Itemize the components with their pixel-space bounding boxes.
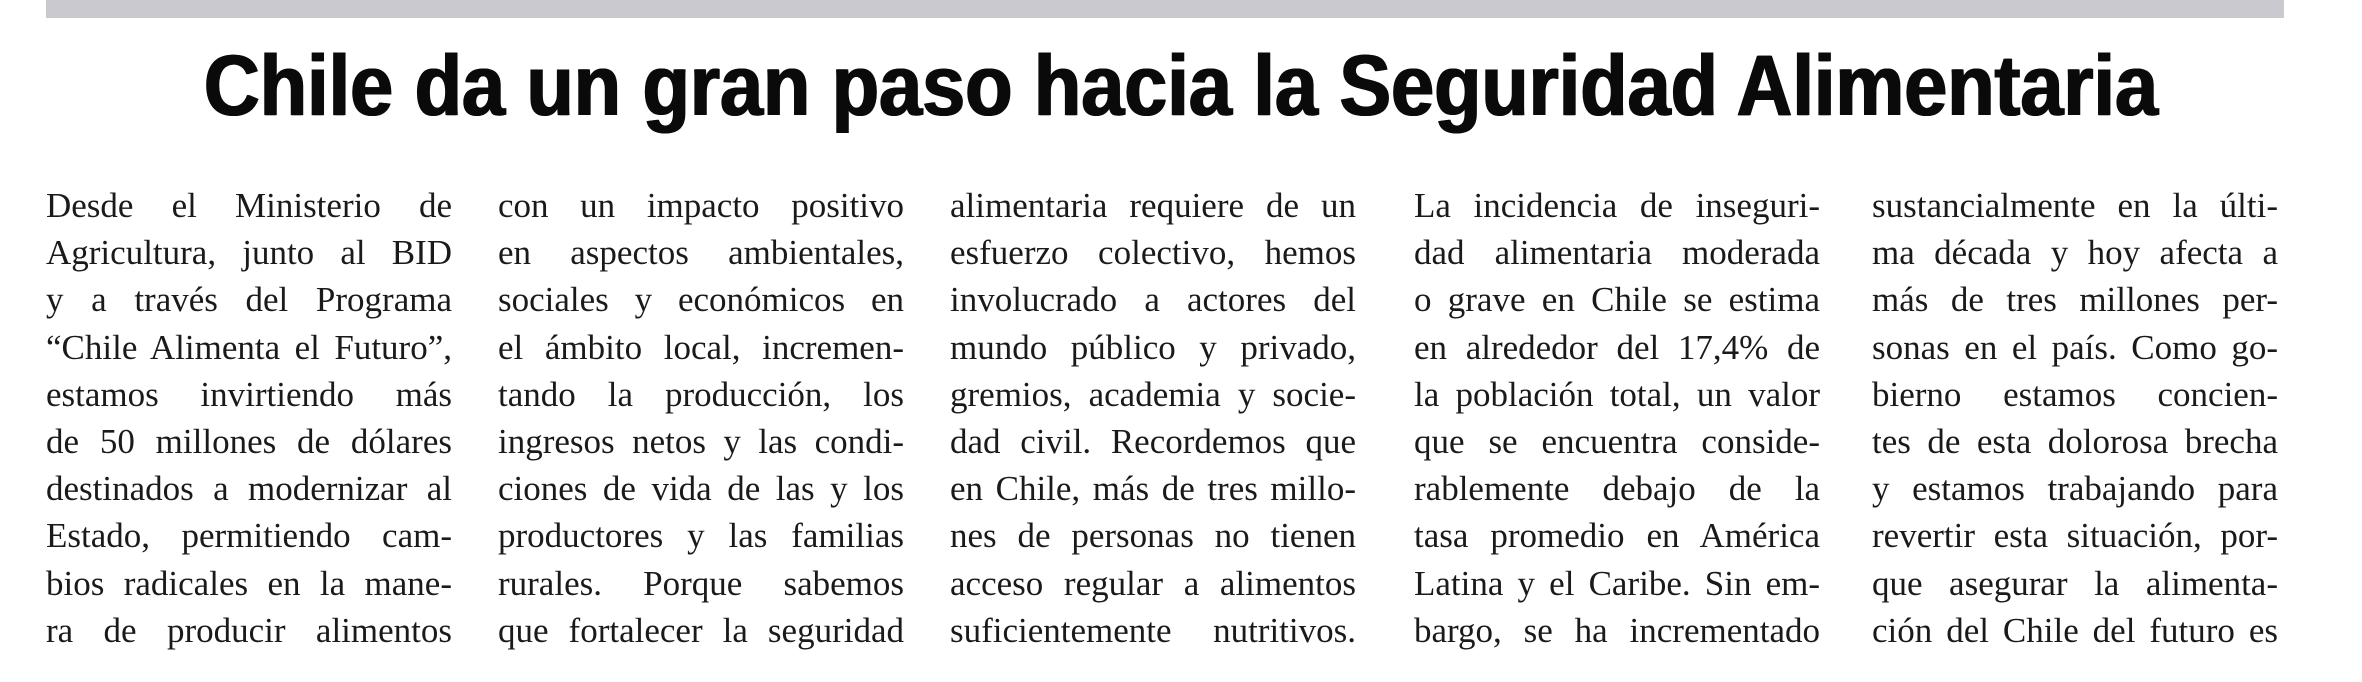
article-column-4 <box>1414 182 1820 654</box>
text-line: ingresos netos y las condi- <box>498 421 904 461</box>
text-line: ma década y hoy afecta a <box>1872 233 2278 273</box>
text-line: bios radicales en la mane- <box>46 563 452 603</box>
article-body <box>46 182 2286 662</box>
text-line: mundo público y privado, <box>950 327 1356 367</box>
text-line: Agricultura, junto al BID <box>46 233 452 273</box>
article-column-5 <box>1872 182 2278 654</box>
text-line: tando la producción, los <box>498 374 904 414</box>
text-line: con un impacto positivo <box>498 186 904 225</box>
text-line: que asegurar la alimenta- <box>1872 563 2278 603</box>
text-line: de 50 millones de dólares <box>46 421 452 461</box>
text-line: rurales. Porque sabemos <box>498 563 904 603</box>
text-line: ciones de vida de las y los <box>498 469 904 509</box>
text-line: revertir esta situación, por- <box>1872 516 2278 556</box>
text-line: esfuerzo colectivo, hemos <box>950 233 1356 273</box>
text-line: tes de esta dolorosa brecha <box>1872 421 2278 461</box>
text-line: sustancialmente en la últi- <box>1872 186 2278 225</box>
text-line: destinados a modernizar al <box>46 469 452 509</box>
text-line: involucrado a actores del <box>950 280 1356 320</box>
text-line: “Chile Alimenta el Futuro”, <box>46 327 452 367</box>
top-rule <box>46 0 2284 18</box>
article-column-1 <box>46 182 452 654</box>
text-line: el ámbito local, incremen- <box>498 327 904 367</box>
text-line: ción del Chile del futuro es <box>1872 610 2278 650</box>
text-line: que se encuentra conside- <box>1414 421 1820 461</box>
article-column-2 <box>498 182 904 654</box>
text-line: bargo, se ha incrementado <box>1414 610 1820 650</box>
text-line: más de tres millones per- <box>1872 280 2278 320</box>
text-line: sociales y económicos en <box>498 280 904 320</box>
text-line: en aspectos ambientales, <box>498 233 904 273</box>
article-column-3 <box>950 182 1356 654</box>
text-line: y estamos trabajando para <box>1872 469 2278 509</box>
text-line: bierno estamos concien- <box>1872 374 2278 414</box>
text-line: y a través del Programa <box>46 280 452 320</box>
text-line: gremios, academia y socie- <box>950 374 1356 414</box>
text-line: o grave en Chile se estima <box>1414 280 1820 320</box>
text-line: tasa promedio en América <box>1414 516 1820 556</box>
text-line: estamos invirtiendo más <box>46 374 452 414</box>
text-line: nes de personas no tienen <box>950 516 1356 556</box>
text-line: sonas en el país. Como go- <box>1872 327 2278 367</box>
article-headline: Chile da un gran paso hacia la Seguridad Alimentaria <box>203 38 2159 134</box>
text-line: en alrededor del 17,4% de <box>1414 327 1820 367</box>
text-line: que fortalecer la seguridad <box>498 610 904 650</box>
text-line: Desde el Ministerio de <box>46 186 452 225</box>
text-line: suficientemente nutritivos. <box>950 610 1356 650</box>
text-line: productores y las familias <box>498 516 904 556</box>
text-line: ra de producir alimentos <box>46 610 452 650</box>
text-line: dad civil. Recordemos que <box>950 421 1356 461</box>
text-line: La incidencia de inseguri- <box>1414 186 1820 225</box>
text-line: la población total, un valor <box>1414 374 1820 414</box>
text-line: dad alimentaria moderada <box>1414 233 1820 273</box>
text-line: Estado, permitiendo cam- <box>46 516 452 556</box>
text-line: acceso regular a alimentos <box>950 563 1356 603</box>
text-line: rablemente debajo de la <box>1414 469 1820 509</box>
text-line: en Chile, más de tres millo- <box>950 469 1356 509</box>
text-line: Latina y el Caribe. Sin em- <box>1414 563 1820 603</box>
text-line: alimentaria requiere de un <box>950 186 1356 225</box>
